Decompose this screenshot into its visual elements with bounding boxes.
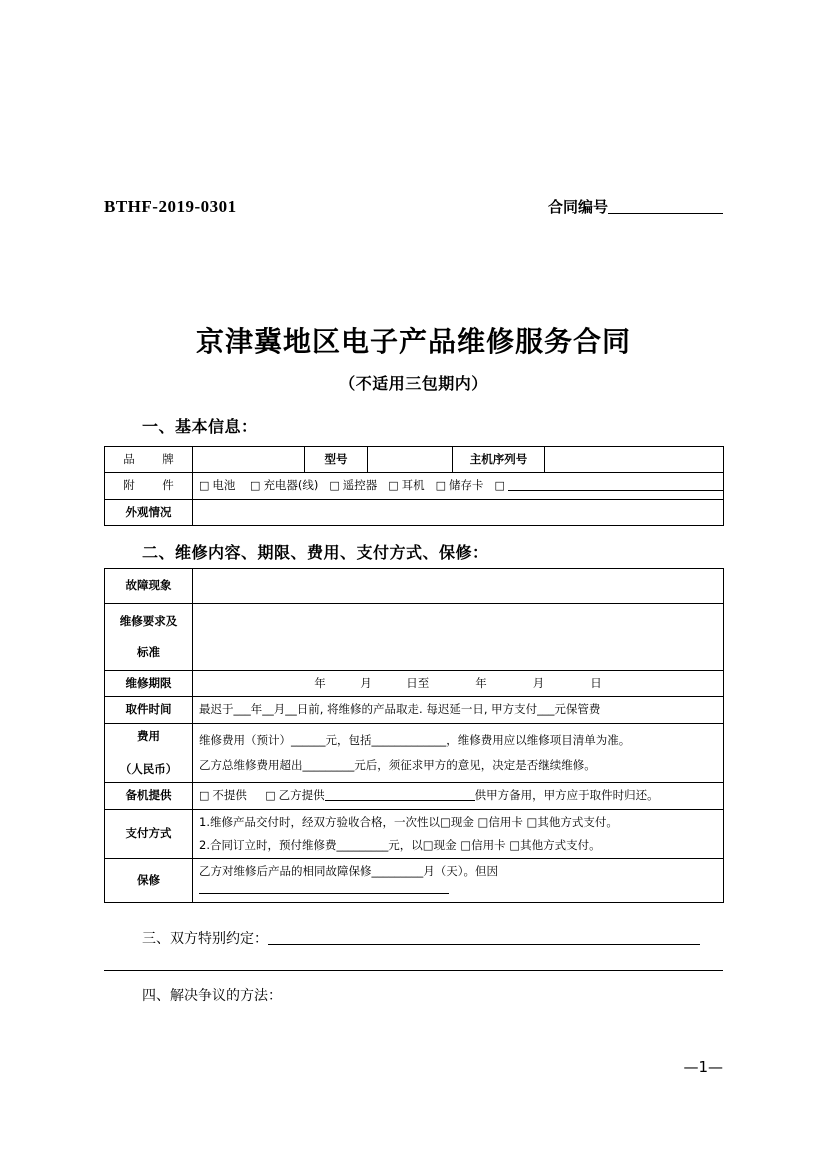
pickup-value[interactable]: 最迟于___年__月__日前, 将维修的产品取走. 每迟延一日, 甲方支付___元保管费 xyxy=(193,697,724,723)
table-row xyxy=(105,473,724,500)
contract-number-field xyxy=(548,196,723,217)
fee-line-1: 维修费用（预计）______元，包括_____________，维修费用应以维修项目清单为准。 xyxy=(199,732,631,747)
table-row xyxy=(105,671,724,697)
accessory-label: 附 件 xyxy=(105,473,193,500)
document-code: BTHF-2019-0301 xyxy=(104,197,237,216)
fee-value[interactable] xyxy=(193,723,724,783)
warranty-blank[interactable] xyxy=(199,893,449,894)
page-title: 京津冀地区电子产品维修服务合同 xyxy=(195,325,631,358)
document-header xyxy=(104,196,723,217)
spare-blank[interactable] xyxy=(325,800,475,801)
warranty-label: 保修 xyxy=(105,859,193,903)
table-row xyxy=(105,569,724,604)
payment-value[interactable] xyxy=(193,809,724,859)
section-1-heading: 一、基本信息： xyxy=(142,417,258,436)
model-label: 型号 xyxy=(305,447,368,473)
requirement-label: 维修要求及 标准 xyxy=(105,604,193,671)
table-row xyxy=(105,809,724,859)
section-3-line xyxy=(142,928,723,948)
payment-line-2: 2.合同订立时，预付维修费_________元，以□现金 □信用卡 □其他方式支付。 xyxy=(199,837,601,852)
appearance-value[interactable] xyxy=(193,499,724,525)
spare-value[interactable]: □ 不提供 □ 乙方提供 供甲方备用，甲方应于取件时归还。 xyxy=(193,783,724,810)
page-number: —1— xyxy=(683,1058,723,1076)
fee-line-2: 乙方总维修费用超出_________元后，须征求甲方的意见，决定是否继续维修。 xyxy=(199,757,596,772)
fault-label: 故障现象 xyxy=(105,569,193,604)
basic-info-table xyxy=(104,446,724,526)
pickup-label: 取件时间 xyxy=(105,697,193,723)
checkbox-earphone[interactable]: □ 耳机 xyxy=(388,478,425,493)
checkbox-party-b-spare[interactable]: □ 乙方提供 xyxy=(265,788,325,802)
table-row xyxy=(105,604,724,671)
checkbox-other[interactable]: □ xyxy=(494,479,505,493)
payment-line-1: 1.维修产品交付时，经双方验收合格，一次性以□现金 □信用卡 □其他方式支付。 xyxy=(199,814,618,829)
table-row xyxy=(105,723,724,783)
fee-label: 费用 （人民币） xyxy=(105,723,193,783)
checkbox-memorycard[interactable]: □ 储存卡 xyxy=(435,478,484,493)
contract-number-blank[interactable] xyxy=(608,199,723,214)
checkbox-charger[interactable]: □ 充电器(线) xyxy=(250,478,319,493)
model-value[interactable] xyxy=(368,447,453,473)
warranty-value[interactable]: 乙方对维修后产品的相同故障保修_________月（天）。但因 xyxy=(193,859,724,903)
accessory-other-blank[interactable] xyxy=(508,490,724,491)
section-3-blank[interactable] xyxy=(268,944,700,945)
appearance-label: 外观情况 xyxy=(105,499,193,525)
brand-value[interactable] xyxy=(193,447,305,473)
section-2-heading: 二、维修内容、期限、费用、支付方式、保修： xyxy=(142,543,489,562)
checkbox-no-spare[interactable]: □ 不提供 xyxy=(199,788,247,802)
table-row xyxy=(105,859,724,903)
table-row xyxy=(105,499,724,525)
checkbox-battery[interactable]: □ 电池 xyxy=(199,478,236,493)
section-3-heading: 三、双方特别约定： xyxy=(142,931,268,947)
table-row xyxy=(105,697,724,723)
checkbox-remote[interactable]: □ 遥控器 xyxy=(329,478,378,493)
period-label: 维修期限 xyxy=(105,671,193,697)
brand-label: 品 牌 xyxy=(105,447,193,473)
fault-value[interactable] xyxy=(193,569,724,604)
page-subtitle: （不适用三包期内） xyxy=(339,373,488,393)
title-block xyxy=(0,325,827,394)
serial-label: 主机序列号 xyxy=(453,447,545,473)
section-3 xyxy=(104,928,723,971)
contract-number-label: 合同编号 xyxy=(547,198,608,216)
period-value[interactable]: 年 月 日至 年 月 日 xyxy=(193,671,724,697)
repair-details-table xyxy=(104,568,724,903)
payment-label: 支付方式 xyxy=(105,809,193,859)
accessory-options-cell[interactable] xyxy=(193,473,724,500)
table-row xyxy=(105,783,724,810)
serial-value[interactable] xyxy=(545,447,724,473)
requirement-value[interactable] xyxy=(193,604,724,671)
table-row xyxy=(105,447,724,473)
section-4-heading: 四、解决争议的方法： xyxy=(142,988,282,1004)
spare-label: 备机提供 xyxy=(105,783,193,810)
section-3-blank-line-2[interactable] xyxy=(104,948,723,971)
